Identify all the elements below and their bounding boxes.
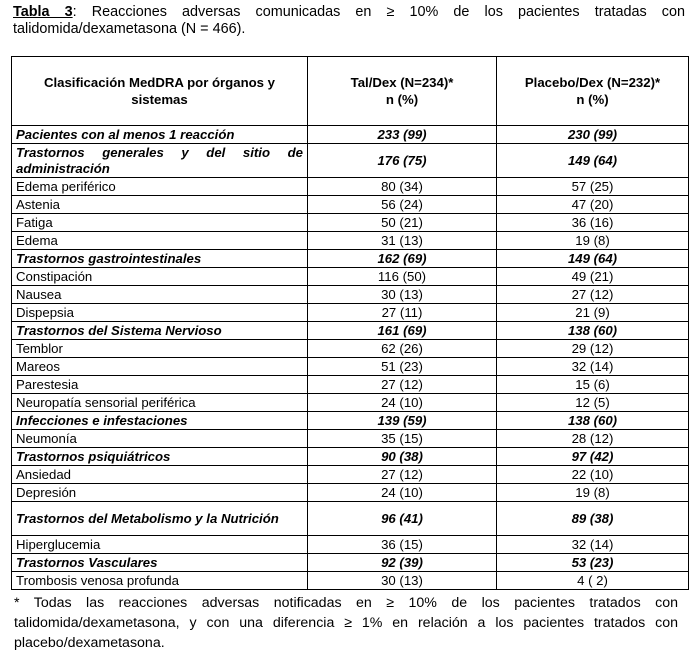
placebo-dex-value: 32 (14) xyxy=(497,358,689,376)
placebo-dex-value: 15 (6) xyxy=(497,376,689,394)
table-header-row xyxy=(12,57,689,126)
placebo-dex-value: 138 (60) xyxy=(497,412,689,430)
row-label: Trastornos gastrointestinales xyxy=(12,250,308,268)
tal-dex-value: 30 (13) xyxy=(308,286,497,304)
row-label: Trastornos psiquiátricos xyxy=(12,448,308,466)
row-label: Edema xyxy=(12,232,308,250)
header-tal-dex-unit: n (%) xyxy=(385,92,419,107)
row-label: Temblor xyxy=(12,340,308,358)
row-label: Neumonía xyxy=(12,430,308,448)
table-row xyxy=(12,286,689,304)
category-row xyxy=(12,412,689,430)
row-label: Hiperglucemia xyxy=(12,536,308,554)
placebo-dex-value: 149 (64) xyxy=(497,144,689,178)
header-placebo-dex-title: Placebo/Dex (N=232)* xyxy=(524,75,661,90)
placebo-dex-value: 36 (16) xyxy=(497,214,689,232)
row-label: Constipación xyxy=(12,268,308,286)
placebo-dex-value: 53 (23) xyxy=(497,554,689,572)
tal-dex-value: 35 (15) xyxy=(308,430,497,448)
table-footnote: * Todas las reacciones adversas notificadas en ≥ 10% de los pacientes tratados con talidomida/dexametasona, y con una diferencia ≥ 1% en relación a los pacientes tratados con placebo/dexametasona. xyxy=(14,595,678,651)
row-label: Ansiedad xyxy=(12,466,308,484)
table-row xyxy=(12,268,689,286)
header-tal-dex-title: Tal/Dex (N=234)* xyxy=(350,75,454,90)
header-tal-dex xyxy=(308,57,497,126)
table-row xyxy=(12,430,689,448)
tal-dex-value: 176 (75) xyxy=(308,144,497,178)
table-caption-text: : Reacciones adversas comunicadas en ≥ 10% de los pacientes tratadas con talidomida/dexametasona (N = 466). xyxy=(13,4,685,37)
table-caption-label: Tabla 3 xyxy=(13,4,73,20)
tal-dex-value: 139 (59) xyxy=(308,412,497,430)
placebo-dex-value: 47 (20) xyxy=(497,196,689,214)
tal-dex-value: 62 (26) xyxy=(308,340,497,358)
tal-dex-value: 51 (23) xyxy=(308,358,497,376)
placebo-dex-value: 29 (12) xyxy=(497,340,689,358)
placebo-dex-value: 230 (99) xyxy=(497,126,689,144)
row-label: Trombosis venosa profunda xyxy=(12,572,308,590)
row-label: Trastornos generales y del sitio de administración xyxy=(12,144,308,178)
placebo-dex-value: 27 (12) xyxy=(497,286,689,304)
row-label: Dispepsia xyxy=(12,304,308,322)
table-row xyxy=(12,536,689,554)
row-label: Infecciones e infestaciones xyxy=(12,412,308,430)
row-label: Trastornos Vasculares xyxy=(12,554,308,572)
row-label: Neuropatía sensorial periférica xyxy=(12,394,308,412)
tal-dex-value: 31 (13) xyxy=(308,232,497,250)
tal-dex-value: 27 (12) xyxy=(308,376,497,394)
tal-dex-value: 92 (39) xyxy=(308,554,497,572)
tal-dex-value: 24 (10) xyxy=(308,484,497,502)
placebo-dex-value: 28 (12) xyxy=(497,430,689,448)
table-row xyxy=(12,394,689,412)
table-row xyxy=(12,358,689,376)
table-row xyxy=(12,484,689,502)
row-label: Parestesia xyxy=(12,376,308,394)
tal-dex-value: 116 (50) xyxy=(308,268,497,286)
table-row xyxy=(12,304,689,322)
row-label: Trastornos del Sistema Nervioso xyxy=(12,322,308,340)
category-row xyxy=(12,502,689,536)
placebo-dex-value: 57 (25) xyxy=(497,178,689,196)
table-row xyxy=(12,178,689,196)
placebo-dex-value: 97 (42) xyxy=(497,448,689,466)
category-row xyxy=(12,144,689,178)
category-row xyxy=(12,250,689,268)
tal-dex-value: 233 (99) xyxy=(308,126,497,144)
tal-dex-value: 80 (34) xyxy=(308,178,497,196)
header-placebo-dex-unit: n (%) xyxy=(576,92,609,107)
header-placebo-dex xyxy=(497,57,689,126)
table-body xyxy=(12,126,689,590)
table-row xyxy=(12,214,689,232)
row-label: Astenia xyxy=(12,196,308,214)
row-label: Nausea xyxy=(12,286,308,304)
row-label: Fatiga xyxy=(12,214,308,232)
category-row xyxy=(12,126,689,144)
table-row xyxy=(12,466,689,484)
category-row xyxy=(12,448,689,466)
row-label: Trastornos del Metabolismo y la Nutrición xyxy=(12,502,308,536)
table-row xyxy=(12,232,689,250)
tal-dex-value: 56 (24) xyxy=(308,196,497,214)
placebo-dex-value: 4 ( 2) xyxy=(497,572,689,590)
row-label: Pacientes con al menos 1 reacción xyxy=(12,126,308,144)
row-label: Mareos xyxy=(12,358,308,376)
header-classification: Clasificación MedDRA por órganos y sistemas xyxy=(12,57,308,126)
placebo-dex-value: 138 (60) xyxy=(497,322,689,340)
tal-dex-value: 90 (38) xyxy=(308,448,497,466)
tal-dex-value: 27 (11) xyxy=(308,304,497,322)
placebo-dex-value: 22 (10) xyxy=(497,466,689,484)
placebo-dex-value: 49 (21) xyxy=(497,268,689,286)
table-row xyxy=(12,572,689,590)
table-row xyxy=(12,340,689,358)
tal-dex-value: 24 (10) xyxy=(308,394,497,412)
table-caption xyxy=(13,4,685,38)
tal-dex-value: 96 (41) xyxy=(308,502,497,536)
tal-dex-value: 30 (13) xyxy=(308,572,497,590)
tal-dex-value: 27 (12) xyxy=(308,466,497,484)
adverse-reactions-table xyxy=(11,56,689,590)
tal-dex-value: 36 (15) xyxy=(308,536,497,554)
placebo-dex-value: 12 (5) xyxy=(497,394,689,412)
tal-dex-value: 50 (21) xyxy=(308,214,497,232)
placebo-dex-value: 21 (9) xyxy=(497,304,689,322)
tal-dex-value: 162 (69) xyxy=(308,250,497,268)
row-label: Edema periférico xyxy=(12,178,308,196)
placebo-dex-value: 89 (38) xyxy=(497,502,689,536)
row-label: Depresión xyxy=(12,484,308,502)
category-row xyxy=(12,554,689,572)
tal-dex-value: 161 (69) xyxy=(308,322,497,340)
table-row xyxy=(12,376,689,394)
placebo-dex-value: 19 (8) xyxy=(497,484,689,502)
table-row xyxy=(12,196,689,214)
placebo-dex-value: 32 (14) xyxy=(497,536,689,554)
placebo-dex-value: 149 (64) xyxy=(497,250,689,268)
category-row xyxy=(12,322,689,340)
placebo-dex-value: 19 (8) xyxy=(497,232,689,250)
